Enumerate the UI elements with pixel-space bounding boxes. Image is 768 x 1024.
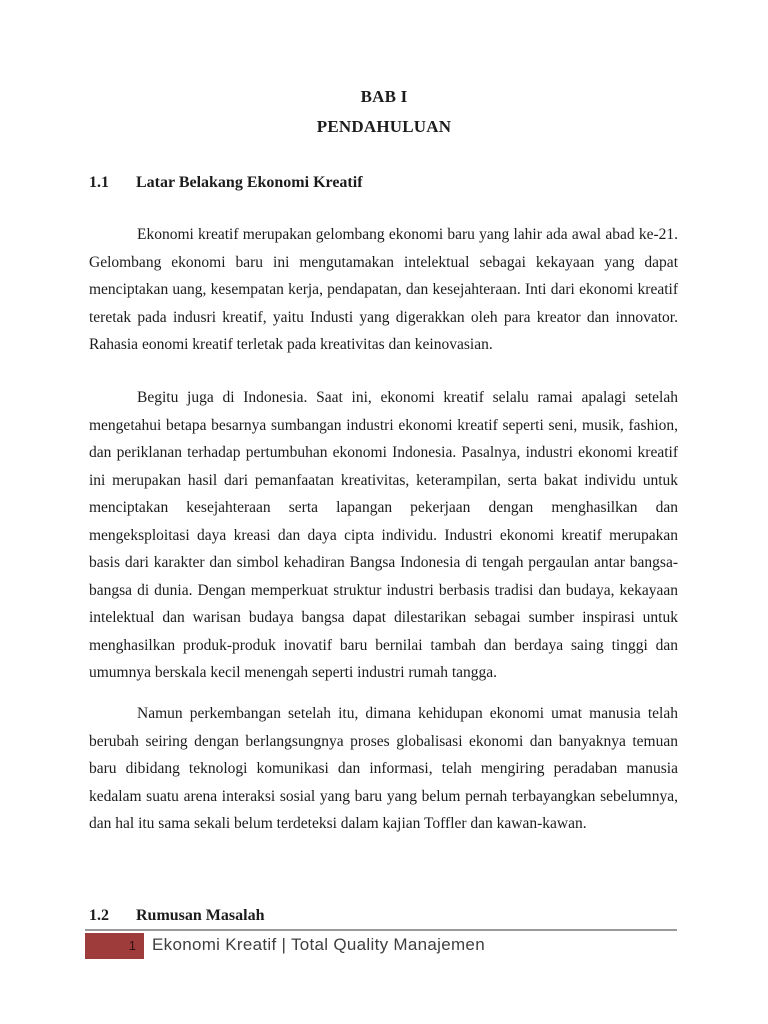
- paragraph-2: Begitu juga di Indonesia. Saat ini, ekonomi kreatif selalu ramai apalagi setelah mengetahui betapa besarnya sumbangan industri ekonomi kreatif seperti seni, musik, fashion, dan periklanan terhadap pertumbuhan ekonomi Indonesia. Pasalnya, industri ekonomi kreatif ini merupakan hasil dari pemanfaatan kreativitas, keterampilan, serta bakat individu untuk menciptakan kesejahteraan serta lapangan pekerjaan dengan menghasilkan dan mengeksploitasi daya kreasi dan daya cipta individu. Industri ekonomi kreatif merupakan basis dari karakter dan simbol kehadiran Bangsa Indonesia di tengah pergaulan antar bangsa-bangsa di dunia. Dengan memperkuat struktur industri berbasis tradisi dan budaya, kekayaan intelektual dan warisan budaya bangsa dapat dilestarikan sebagai sumber inspirasi untuk menghasilkan produk-produk inovatif baru bernilai tambah dan berdaya saing tinggi dan umumnya berskala kecil menengah seperti industri rumah tangga.: [89, 389, 678, 681]
- chapter-title: BAB I: [360, 87, 408, 106]
- section-1-1-number: 1.1: [89, 174, 109, 191]
- paragraph-1: Ekonomi kreatif merupakan gelombang ekonomi baru yang lahir ada awal abad ke-21. Gelombang ekonomi baru ini mengutamakan intelektual sebagai kekayaan yang dapat menciptakan uang, kesempatan kerja, pendapatan, dan kesejahteraan. Inti dari ekonomi kreatif teretak pada indusri kreatif, yaitu Industi yang digerakkan oleh para kreator dan innovator. Rahasia eonomi kreatif terletak pada kreativitas dan keinovasian.: [89, 226, 678, 353]
- page-number: 1: [128, 938, 136, 953]
- section-1-1-title: Latar Belakang Ekonomi Kreatif: [136, 174, 363, 191]
- section-1-2-number: 1.2: [89, 907, 109, 924]
- footer-title: Ekonomi Kreatif | Total Quality Manajemen: [152, 935, 485, 954]
- page-number-badge: [85, 933, 144, 959]
- section-heading-1-2: [89, 907, 678, 925]
- section-1-2-title: Rumusan Masalah: [136, 907, 265, 924]
- chapter-subtitle: PENDAHULUAN: [316, 117, 452, 136]
- section-heading-1-1: [89, 174, 678, 192]
- footer-divider: [85, 929, 677, 931]
- paragraph-3: Namun perkembangan setelah itu, dimana kehidupan ekonomi umat manusia telah berubah seiring dengan berlangsungnya proses globalisasi ekonomi dan banyaknya temuan baru dibidang teknologi komunikasi dan informasi, telah mengiring peradaban manusia kedalam suatu arena interaksi sosial yang baru yang belum pernah terbayangkan sebelumnya, dan hal itu sama sekali belum terdeteksi dalam kajian Toffler dan kawan-kawan.: [89, 705, 678, 832]
